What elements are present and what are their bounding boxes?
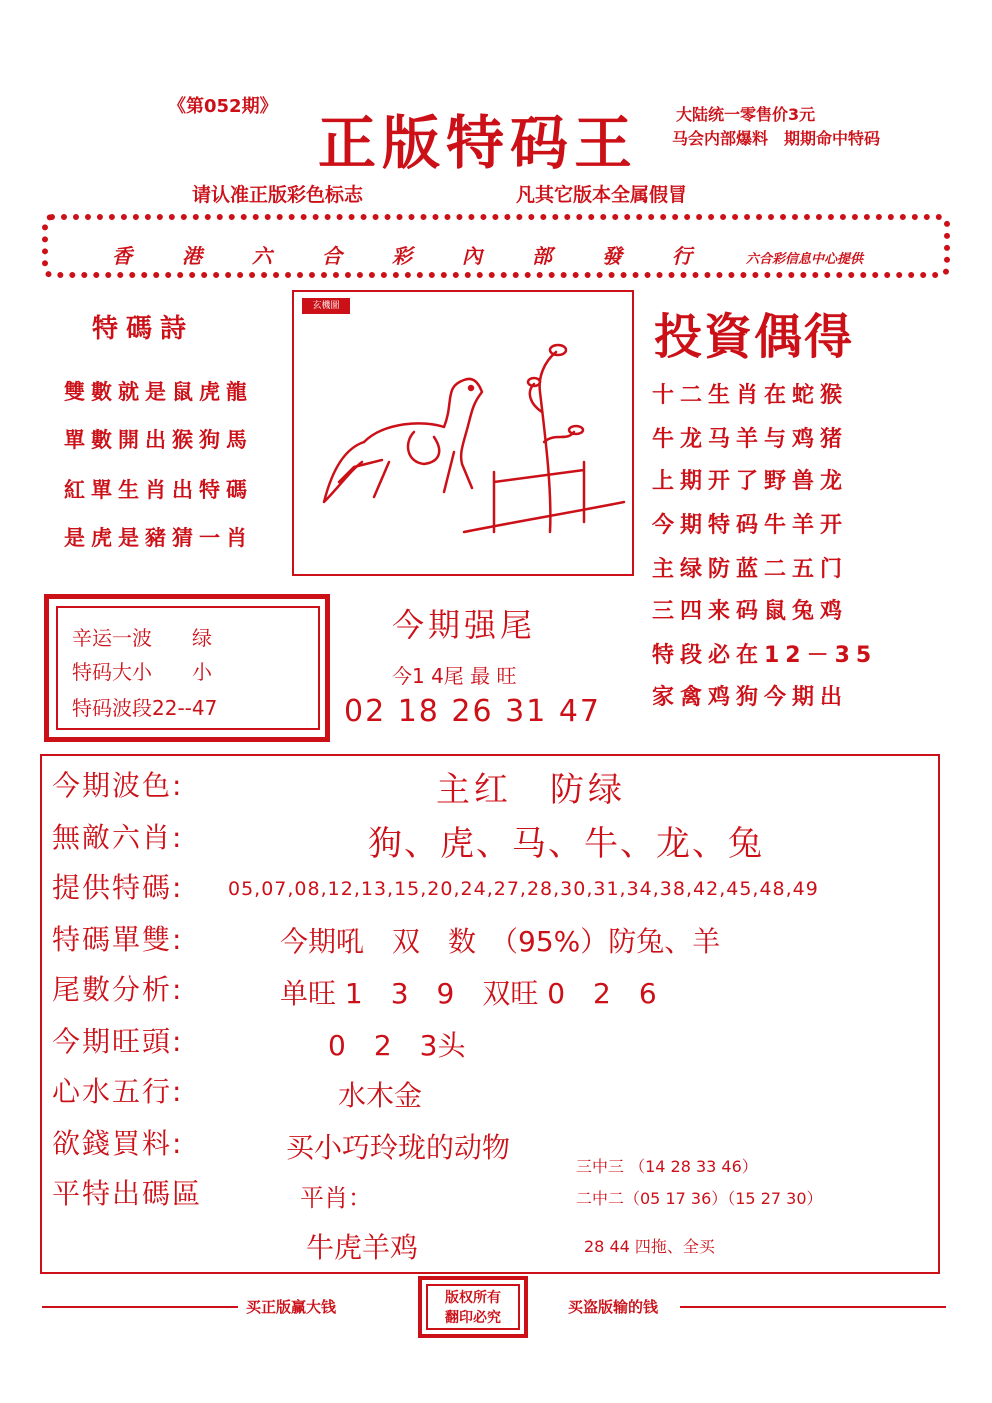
- strong-tail-numbers: 02 18 26 31 47: [344, 694, 602, 729]
- combo-line: 28 44 四拖、全买: [584, 1237, 715, 1256]
- poem-title: 特碼詩: [92, 314, 195, 344]
- strong-tail-title: 今期强尾: [392, 606, 537, 644]
- horse-drawing-icon: [294, 292, 632, 574]
- combo-line: 二中二（05 17 36）（15 27 30）: [576, 1189, 823, 1208]
- poem-line: 是虎是豬猜一肖: [64, 526, 253, 550]
- tail-value: 单旺 1 3 9 双旺 0 2 6: [280, 977, 657, 1010]
- footer-divider: [680, 1306, 946, 1308]
- row-label: 今期波色:: [52, 769, 184, 802]
- lucky-wave: 辛运一波 绿: [72, 626, 212, 650]
- invest-line: 上期开了野兽龙: [652, 469, 849, 494]
- flat-zodiac-value: 牛虎羊鸡: [306, 1231, 419, 1264]
- code-range: 特码波段22--47: [72, 696, 218, 720]
- copyright-notice: [426, 1284, 520, 1330]
- footer-slogan-right: 买盗版输的钱: [568, 1298, 659, 1316]
- row-label: 欲錢買料:: [52, 1127, 184, 1160]
- issue-number: 《第052期》: [168, 96, 278, 117]
- buy-tip-value: 买小巧玲珑的动物: [286, 1131, 511, 1164]
- page-title: 正版特码王: [318, 109, 639, 177]
- code-size: 特码大小 小: [72, 660, 212, 684]
- poem-line: 紅單生肖出特碼: [64, 478, 253, 502]
- row-label: 無敵六肖:: [52, 821, 184, 854]
- row-label: 今期旺頭:: [52, 1025, 184, 1058]
- strong-tail-subtitle: 今1 4尾 最 旺: [392, 664, 517, 688]
- banner-provider: 六合彩信息中心提供: [746, 252, 864, 267]
- invest-line: 三四来码鼠兔鸡: [652, 599, 849, 624]
- illustration-stamp: 玄機圖: [302, 298, 350, 314]
- banner-title: 香港六合彩內部發行: [112, 244, 742, 268]
- invest-line: 十二生肖在蛇猴: [652, 383, 849, 408]
- horse-illustration: [292, 290, 634, 576]
- footer-divider: [42, 1306, 238, 1308]
- promo-note: 马会内部爆料 期期命中特码: [672, 129, 881, 148]
- authentic-notice: 请认准正版彩色标志: [192, 184, 364, 206]
- six-zodiac-value: 狗、虎、马、牛、龙、兔: [368, 824, 764, 864]
- footer-slogan-left: 买正版赢大钱: [246, 1298, 337, 1316]
- five-elements-value: 水木金: [338, 1079, 423, 1112]
- row-label: 尾數分析:: [52, 973, 184, 1006]
- wave-color-value: 主红 防绿: [436, 770, 626, 810]
- counterfeit-notice: 凡其它版本全属假冒: [516, 184, 688, 206]
- row-label: 特碼單雙:: [52, 923, 184, 956]
- codes-value: 05,07,08,12,13,15,20,24,27,28,30,31,34,38,42,45,48,49: [228, 878, 819, 900]
- row-label: 平特出碼區: [52, 1177, 203, 1210]
- copyright-line: 版权所有: [445, 1290, 501, 1306]
- price-note: 大陆统一零售价3元: [676, 105, 816, 124]
- row-label: 提供特碼:: [52, 871, 184, 904]
- invest-line: 今期特码牛羊开: [652, 513, 849, 538]
- invest-title: 投資偶得: [654, 309, 855, 365]
- odd-even-value: 今期吼 双 数 （95%）防兔、羊: [280, 925, 721, 958]
- invest-line: 牛龙马羊与鸡猪: [652, 427, 849, 452]
- invest-line: 家禽鸡狗今期出: [652, 685, 849, 710]
- combo-line: 三中三 （14 28 33 46）: [576, 1157, 758, 1176]
- invest-line: 特段必在12－35: [652, 643, 878, 668]
- copyright-line: 翻印必究: [445, 1310, 501, 1326]
- poem-line: 雙數就是鼠虎龍: [64, 380, 253, 404]
- flat-zodiac-label: 平肖：: [300, 1184, 372, 1212]
- poem-line: 單數開出猴狗馬: [64, 428, 253, 452]
- head-value: 0 2 3头: [328, 1029, 466, 1062]
- invest-line: 主绿防蓝二五门: [652, 557, 849, 582]
- row-label: 心水五行:: [52, 1075, 184, 1108]
